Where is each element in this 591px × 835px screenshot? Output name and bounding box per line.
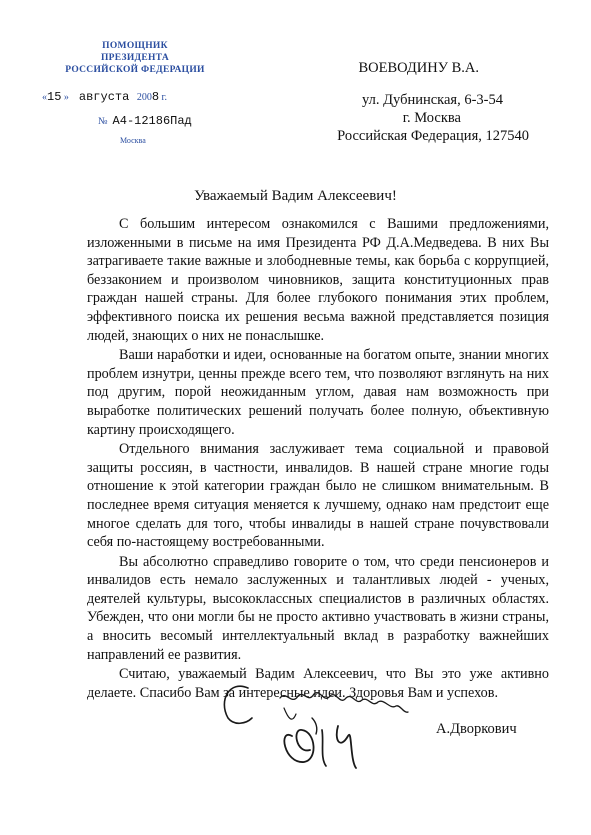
handwritten-signature bbox=[200, 670, 440, 780]
date-year-prefix: 200 bbox=[136, 92, 152, 103]
body-paragraph: Считаю, уважаемый Вадим Алексеевич, что Вы это уже активно делаете. Спасибо Вам за интересные идеи. Здоровья Вам и успехов. bbox=[87, 666, 549, 701]
body-paragraph: Ваши наработки и идеи, основанные на богатом опыте, знании многих проблем изнутри, ценны прежде всего тем, что позволяют взглянуть на них под другим, порой неожиданным углом, давая нам возможность при выработке политических решений получать более полную, объективную картину происходящего. bbox=[87, 347, 549, 438]
signature-drawing bbox=[200, 670, 440, 780]
letterhead-title bbox=[60, 40, 210, 76]
letter-body bbox=[87, 215, 549, 703]
letterhead-number bbox=[98, 114, 192, 128]
letterhead-title-line: ПОМОЩНИК bbox=[102, 41, 168, 51]
outgoing-number: А4-12186Пад bbox=[112, 114, 192, 128]
date-year-suffix: г. bbox=[161, 92, 168, 103]
date-month: августа bbox=[78, 90, 130, 104]
addressee-city: г. Москва bbox=[402, 110, 461, 126]
signer-name: А.Дворкович bbox=[436, 721, 517, 737]
letterhead-date bbox=[42, 90, 167, 104]
addressee-name: ВОЕВОДИНУ В.А. bbox=[358, 60, 479, 76]
number-label: № bbox=[98, 116, 108, 127]
letterhead-title-line: ПРЕЗИДЕНТА bbox=[100, 53, 170, 63]
addressee-country: Российская Федерация, 127540 bbox=[337, 128, 529, 144]
date-day: 15 bbox=[47, 90, 62, 104]
addressee-street: ул. Дубнинская, 6-3-54 bbox=[362, 92, 503, 108]
greeting: Уважаемый Вадим Алексеевич! bbox=[194, 188, 397, 204]
quote-close: » bbox=[63, 92, 69, 103]
letterhead-title-line: РОССИЙСКОЙ ФЕДЕРАЦИИ bbox=[65, 65, 205, 75]
body-paragraph: Отдельного внимания заслуживает тема социальной и правовой защиты россиян, в частности, инвалидов. В нашей стране многие годы отношение к этой категории граждан было не слишком внимательным. В последнее время ситуация меняется к лучшему, однако нам предстоит еще многое сделать для того, чтобы инвалиды в нашей стране почувствовали себя по-настоящему востребованными. bbox=[87, 441, 549, 551]
body-paragraph: Вы абсолютно справедливо говорите о том, что среди пенсионеров и инвалидов есть немало заслуженных и талантливых людей - ученых, деятелей культуры, высококлассных специалистов в различных областях. Убежден, что они могли бы не просто активно участвовать в жизни страны, а вносить весомый интеллектуальный вклад в разработку важнейших направлений ее развития. bbox=[87, 553, 549, 663]
quote-open: « bbox=[42, 92, 47, 103]
body-paragraph: С большим интересом ознакомился с Вашими предложениями, изложенными в письме на имя Президента РФ Д.А.Медведева. В них Вы затрагиваете такие важные и злободневные темы, как борьба с коррупцией, беззаконием и произволом чиновников, защита конституционных прав граждан нашей страны. Для более глубокого понимания этих проблем, эффективного поиска их решения весьма важной представляется позиция людей, знающих о них не понаслышке. bbox=[87, 216, 549, 344]
letterhead-city: Москва bbox=[120, 136, 146, 145]
date-year-digit: 8 bbox=[151, 90, 160, 104]
